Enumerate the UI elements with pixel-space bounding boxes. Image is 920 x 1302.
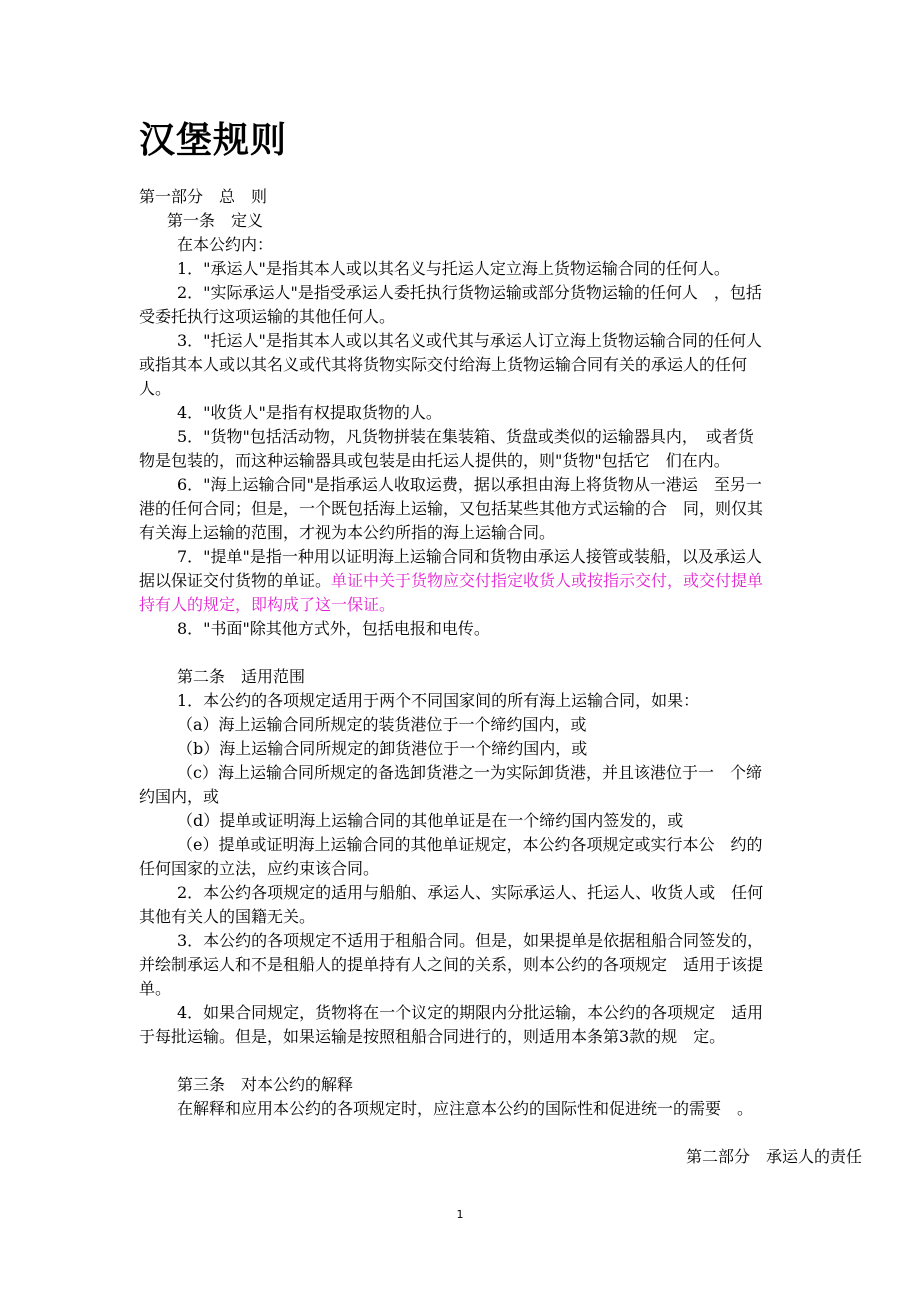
- paragraph: （c）海上运输合同所规定的备选卸货港之一为实际卸货港，并且该港位于一 个缔: [177, 763, 762, 782]
- paragraph: 在解释和应用本公约的各项规定时，应注意本公约的国际性和促进统一的需要 。: [177, 1099, 754, 1118]
- paragraph: 7．"提单"是指一种用以证明海上运输合同和货物由承运人接管或装船，以及承运人: [177, 547, 762, 566]
- paragraph: 并绘制承运人和不是租船人的提单持有人之间的关系，则本公约的各项规定 适用于该提: [139, 955, 764, 974]
- paragraph: 6．"海上运输合同"是指承运人收取运费，据以承担由海上将货物从一港运 至另一: [177, 475, 762, 494]
- paragraph: 2．本公约各项规定的适用与船舶、承运人、实际承运人、托运人、收货人或 任何: [177, 883, 764, 902]
- paragraph: 2．"实际承运人"是指受承运人委托执行货物运输或部分货物运输的任何人 ，包括: [177, 283, 762, 302]
- paragraph: 3．本公约的各项规定不适用于租船合同。但是，如果提单是依据租船合同签发的，: [177, 931, 764, 950]
- paragraph: 5．"货物"包括活动物，凡货物拼装在集装箱、货盘或类似的运输器具内， 或者货: [177, 427, 754, 446]
- paragraph: 4．"收货人"是指有权提取货物的人。: [177, 403, 442, 422]
- paragraph: 或指其本人或以其名义或代其将货物实际交付给海上货物运输合同有关的承运人的任何: [139, 355, 748, 374]
- highlighted-text: 持有人的规定，即构成了这一保证。: [139, 595, 396, 614]
- paragraph: 港的任何合同；但是，一个既包括海上运输，又包括某些其他方式运输的合 同，则仅其: [139, 499, 764, 518]
- paragraph: （d）提单或证明海上运输合同的其他单证是在一个缔约国内签发的，或: [177, 811, 684, 830]
- article-heading: 第二条 适用范围: [177, 667, 306, 686]
- document-title: 汉堡规则: [139, 120, 288, 161]
- paragraph: 约国内，或: [139, 787, 220, 806]
- paragraph: 1．"承运人"是指其本人或以其名义与托运人定立海上货物运输合同的任何人。: [177, 259, 730, 278]
- article-heading: 第三条 对本公约的解释: [177, 1075, 354, 1094]
- paragraph: 物是包装的，而这种运输器具或包装是由托运人提供的，则"货物"包括它 们在内。: [139, 451, 730, 470]
- paragraph: 任何国家的立法，应约束该合同。: [139, 859, 380, 878]
- part-heading: 第二部分 承运人的责任: [685, 1147, 862, 1166]
- paragraph: （a）海上运输合同所规定的装货港位于一个缔约国内，或: [177, 715, 587, 734]
- article-heading: 第一条 定义: [167, 211, 264, 230]
- paragraph: 其他有关人的国籍无关。: [139, 907, 316, 926]
- part-heading: 第一部分 总 则: [139, 187, 268, 206]
- paragraph: 在本公约内：: [177, 235, 274, 254]
- paragraph: 3．"托运人"是指其本人或以其名义或代其与承运人订立海上货物运输合同的任何人: [177, 331, 762, 350]
- paragraph: 8．"书面"除其他方式外，包括电报和电传。: [177, 619, 490, 638]
- page-number: 1: [456, 1208, 464, 1221]
- paragraph: 人。: [139, 379, 172, 398]
- text-run: 据以保证交付货物的单证。: [139, 571, 332, 590]
- paragraph: （e）提单或证明海上运输合同的其他单证规定，本公约各项规定或实行本公 约的: [177, 835, 763, 854]
- highlighted-text: 单证中关于货物应交付指定收货人或按指示交付，或交付提单: [331, 571, 764, 590]
- paragraph: 4．如果合同规定，货物将在一个议定的期限内分批运输，本公约的各项规定 适用: [177, 1003, 764, 1022]
- paragraph: [139, 570, 763, 592]
- paragraph: 1．本公约的各项规定适用于两个不同国家间的所有海上运输合同，如果：: [177, 691, 700, 710]
- paragraph: 有关海上运输的范围，才视为本公约所指的海上运输合同。: [139, 523, 556, 542]
- paragraph: 于每批运输。但是，如果运输是按照租船合同进行的，则适用本条第3款的规 定。: [139, 1027, 726, 1046]
- paragraph: 受委托执行这项运输的其他任何人。: [139, 307, 396, 326]
- paragraph: 单。: [139, 979, 172, 998]
- paragraph: （b）海上运输合同所规定的卸货港位于一个缔约国内，或: [177, 739, 588, 758]
